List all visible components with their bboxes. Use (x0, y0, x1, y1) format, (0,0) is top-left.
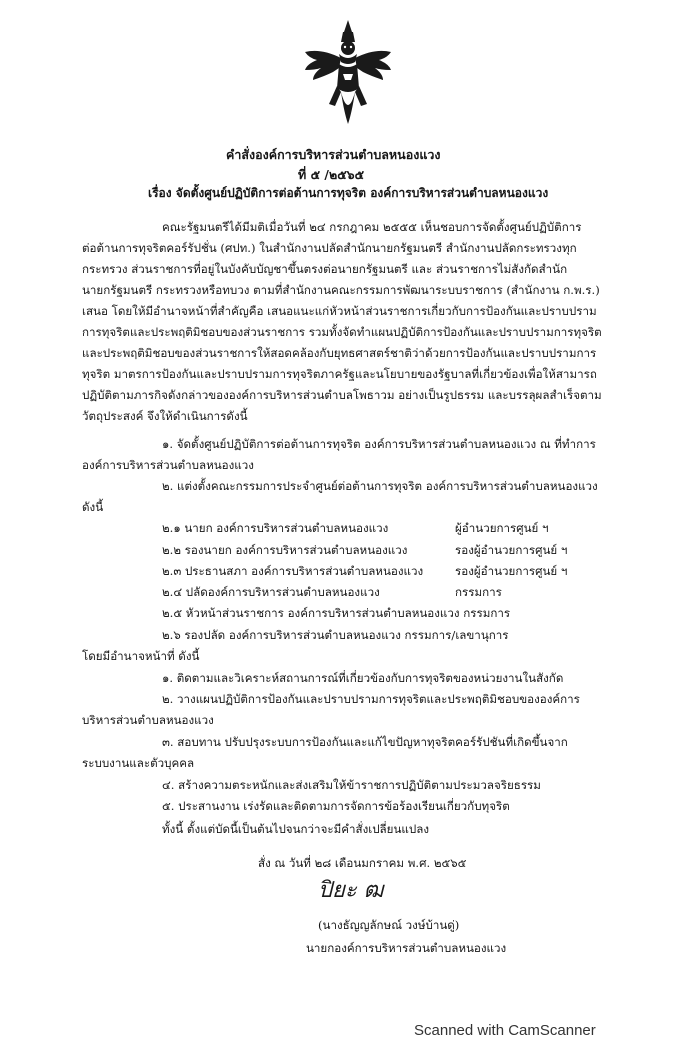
preamble-line: การทุจริตและประพฤติมิชอบของส่วนราชการ รวมทั้งจัดทำแผนปฏิบัติการป้องกันและปราบปรามการทุจริต (82, 325, 602, 339)
committee-role: ผู้อำนวยการศูนย์ ฯ (455, 521, 549, 535)
committee-role: รองผู้อำนวยการศูนย์ ฯ (455, 543, 568, 557)
committee-member: ๒.๔ ปลัดองค์การบริหารส่วนตำบลหนองแวง (162, 585, 380, 599)
preamble-line: นายกรัฐมนตรี กระทรวงหรือทบวง ตามที่สำนักงานคณะกรรมการพัฒนาระบบราชการ (สำนักงาน ก.พ.ร.) (82, 283, 600, 297)
garuda-emblem (299, 18, 397, 128)
camscanner-watermark: Scanned with CamScanner (414, 1022, 596, 1039)
preamble-line: วัตถุประสงค์ จึงให้ดำเนินการดังนี้ (82, 409, 248, 423)
committee-member: ๒.๒ รองนายก องค์การบริหารส่วนตำบลหนองแวง (162, 543, 408, 557)
duty-item: ๔. สร้างความตระหนักและส่งเสริมให้ข้าราชการปฏิบัติตามประมวลจริยธรรม (162, 778, 541, 792)
committee-member: ๒.๕ หัวหน้าส่วนราชการ องค์การบริหารส่วนตำบลหนองแวง กรรมการ (162, 606, 511, 620)
duty-item: ระบบงานและตัวบุคคล (82, 756, 195, 770)
preamble-line: ต่อต้านการทุจริตคอร์รัปชั่น (ศปท.) ในสำนักงานปลัดสำนักนายกรัฐมนตรี สำนักงานปลัดกระทรวงทุก (82, 241, 577, 255)
duty-item: ๑. ติดตามและวิเคราะห์สถานการณ์ที่เกี่ยวข้องกับการทุจริตของหน่วยงานในสังกัด (162, 671, 564, 685)
duty-item: ๕. ประสานงาน เร่งรัดและติดตามการจัดการข้อร้องเรียนเกี่ยวกับทุจริต (162, 799, 510, 813)
preamble-line: ทุจริต มาตรการป้องกันและปราบปรามการทุจริตภาครัฐและนโยบายของรัฐบาลที่เกี่ยวข้องเพื่อให้สามารถ (82, 367, 597, 381)
preamble-line: ปฏิบัติตามภารกิจดังกล่าวขององค์การบริหารส่วนตำบลโพธาวม อย่างเป็นรูปธรรม และบรรลุผลสำเร็จตาม (82, 388, 602, 402)
item-1-line: องค์การบริหารส่วนตำบลหนองแวง (82, 458, 254, 472)
signer-name: (นางธัญญลักษณ์ วงษ์บ้านดู่) (318, 918, 460, 932)
committee-member: ๒.๖ รองปลัด องค์การบริหารส่วนตำบลหนองแวง กรรมการ/เลขานุการ (162, 628, 509, 642)
duty-item: บริหารส่วนตำบลหนองแวง (82, 713, 214, 727)
order-subject: เรื่อง จัดตั้งศูนย์ปฏิบัติการต่อต้านการทุจริต องค์การบริหารส่วนตำบลหนองแวง (148, 186, 549, 200)
preamble-line: เสนอ โดยให้มีอำนาจหน้าที่สำคัญคือ เสนอแนะแก่หัวหน้าส่วนราชการเกี่ยวกับการป้องกันและปราบปราม (82, 304, 597, 318)
item-2-line: ๒. แต่งตั้งคณะกรรมการประจำศูนย์ต่อต้านการทุจริต องค์การบริหารส่วนตำบลหนองแวง (162, 479, 598, 493)
duties-intro: โดยมีอำนาจหน้าที่ ดังนี้ (82, 649, 200, 663)
preamble-line: คณะรัฐมนตรีได้มีมติเมื่อวันที่ ๒๔ กรกฎาคม ๒๕๕๕ เห็นชอบการจัดตั้งศูนย์ปฏิบัติการ (162, 220, 582, 234)
item-2-line: ดังนี้ (82, 500, 104, 514)
duty-item: ๓. สอบทาน ปรับปรุงระบบการป้องกันและแก้ไขปัญหาทุจริตคอร์รัปชันที่เกิดขึ้นจาก (162, 735, 568, 749)
signer-position: นายกองค์การบริหารส่วนตำบลหนองแวง (306, 941, 507, 955)
committee-role: รองผู้อำนวยการศูนย์ ฯ (455, 564, 568, 578)
order-title: คำสั่งองค์การบริหารส่วนตำบลหนองแวง (226, 147, 441, 162)
duty-item: ๒. วางแผนปฏิบัติการป้องกันและปราบปรามการทุจริตและประพฤติมิชอบขององค์การ (162, 692, 580, 706)
order-number: ที่ ๕ /๒๕๖๕ (298, 167, 365, 182)
effective-clause: ทั้งนี้ ตั้งแต่บัดนี้เป็นต้นไปจนกว่าจะมีคำสั่งเปลี่ยนแปลง (162, 822, 429, 836)
committee-member: ๒.๑ นายก องค์การบริหารส่วนตำบลหนองแวง (162, 521, 389, 535)
preamble-line: กระทรวง ส่วนราชการที่อยู่ในบังคับบัญชาขึ้นตรงต่อนายกรัฐมนตรี และ ส่วนราชการไม่สังกัดสำนัก (82, 262, 568, 276)
signature-scribble: ปิยะ ฒ (318, 878, 384, 903)
committee-role: กรรมการ (455, 585, 502, 599)
preamble-line: และประพฤติมิชอบของส่วนราชการให้สอดคล้องกับยุทธศาสตร์ชาติว่าด้วยการป้องกันและปราบปรามการ (82, 346, 597, 360)
order-date: สั่ง ณ วันที่ ๒๘ เดือนมกราคม พ.ศ. ๒๕๖๕ (258, 856, 467, 870)
item-1-line: ๑. จัดตั้งศูนย์ปฏิบัติการต่อต้านการทุจริต องค์การบริหารส่วนตำบลหนองแวง ณ ที่ทำการ (162, 437, 596, 451)
committee-member: ๒.๓ ประธานสภา องค์การบริหารส่วนตำบลหนองแวง (162, 564, 424, 578)
